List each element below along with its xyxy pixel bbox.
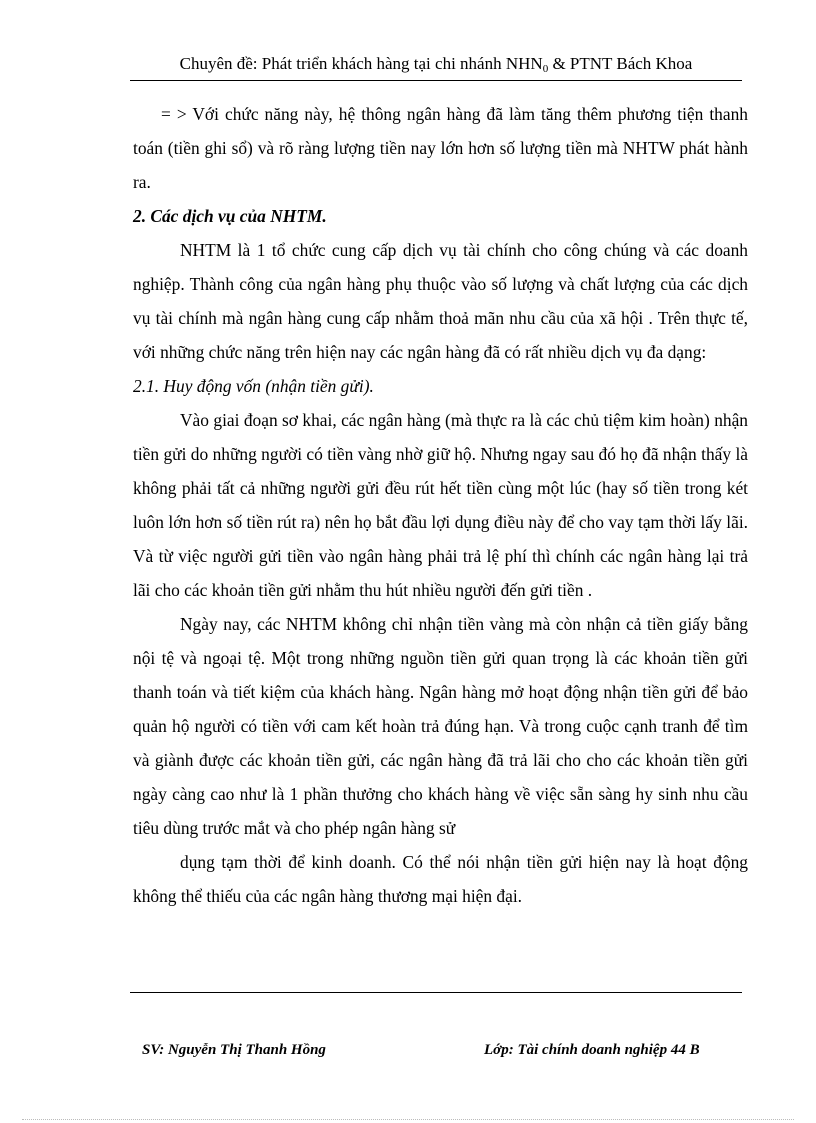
footer-class: Lớp: Tài chính doanh nghiệp 44 B bbox=[484, 1042, 700, 1058]
paragraph-closing: dụng tạm thời để kinh doanh. Có thể nói nhận tiền gửi hiện nay là hoạt động không thể thiếu của các ngân hàng thương mại hiện đại. bbox=[133, 852, 748, 906]
paragraph-history: Vào giai đoạn sơ khai, các ngân hàng (mà thực ra là các chủ tiệm kim hoàn) nhận tiền gửi do những người có tiền vàng nhờ giữ hộ. Nhưng ngay sau đó họ đã nhận thấy là không phải tất cả những người gửi đều rút hết tiền cùng một lúc (hay số tiền trong két luôn lớn hơn số tiền rút ra) nên họ bắt đầu lợi dụng điều này để cho vay tạm thời lấy lãi. Và từ việc người gửi tiền vào ngân hàng phải trả lệ phí thì chính các ngân hàng lại trả lãi cho các khoản tiền gửi nhằm thu hút nhiều người đến gửi tiền . bbox=[133, 410, 748, 600]
header-rule bbox=[130, 80, 742, 81]
section-heading: 2. Các dịch vụ của NHTM. bbox=[133, 206, 327, 226]
page-body bbox=[133, 97, 748, 913]
paragraph-services: NHTM là 1 tổ chức cung cấp dịch vụ tài chính cho công chúng và các doanh nghiệp. Thành công của ngân hàng phụ thuộc vào số lượng và chất lượng của các dịch vụ tài chính mà ngân hàng cung cấp nhằm thoả mãn nhu cầu của xã hội . Trên thực tế, với những chức năng trên hiện nay các ngân hàng đã có rất nhiều dịch vụ đa dạng: bbox=[133, 240, 748, 362]
footer-rule bbox=[130, 992, 742, 993]
footer-student: SV: Nguyễn Thị Thanh Hồng bbox=[142, 1042, 326, 1058]
subsection-heading: 2.1. Huy động vốn (nhận tiền gửi). bbox=[133, 376, 374, 396]
paragraph-conclusion: = > Với chức năng này, hệ thông ngân hàng đã làm tăng thêm phương tiện thanh toán (tiền ghi sổ) và rõ ràng lượng tiền nay lớn hơn số lượng tiền mà NHTW phát hành ra. bbox=[133, 104, 748, 192]
page-header bbox=[130, 52, 742, 76]
header-subscript: 0 bbox=[542, 63, 549, 75]
header-title: Chuyên đề: Phát triển khách hàng tại chi nhánh NHN bbox=[179, 54, 543, 73]
paragraph-today: Ngày nay, các NHTM không chỉ nhận tiền vàng mà còn nhận cả tiền giấy bằng nội tệ và ngoại tệ. Một trong những nguồn tiền gửi quan trọng là các khoản tiền gửi thanh toán và tiết kiệm của khách hàng. Ngân hàng mở hoạt động nhận tiền gửi để bảo quản hộ người có tiền với cam kết hoàn trả đúng hạn. Và trong cuộc cạnh tranh để tìm và giành được các khoản tiền gửi, các ngân hàng đã trả lãi cho cho các khoản tiền gửi ngày càng cao như là 1 phần thưởng cho khách hàng về việc sẵn sàng hy sinh nhu cầu tiêu dùng trước mắt và cho phép ngân hàng sử bbox=[133, 614, 748, 838]
header-title-tail: & PTNT Bách Khoa bbox=[548, 54, 693, 73]
page-edge-divider bbox=[22, 1119, 794, 1120]
